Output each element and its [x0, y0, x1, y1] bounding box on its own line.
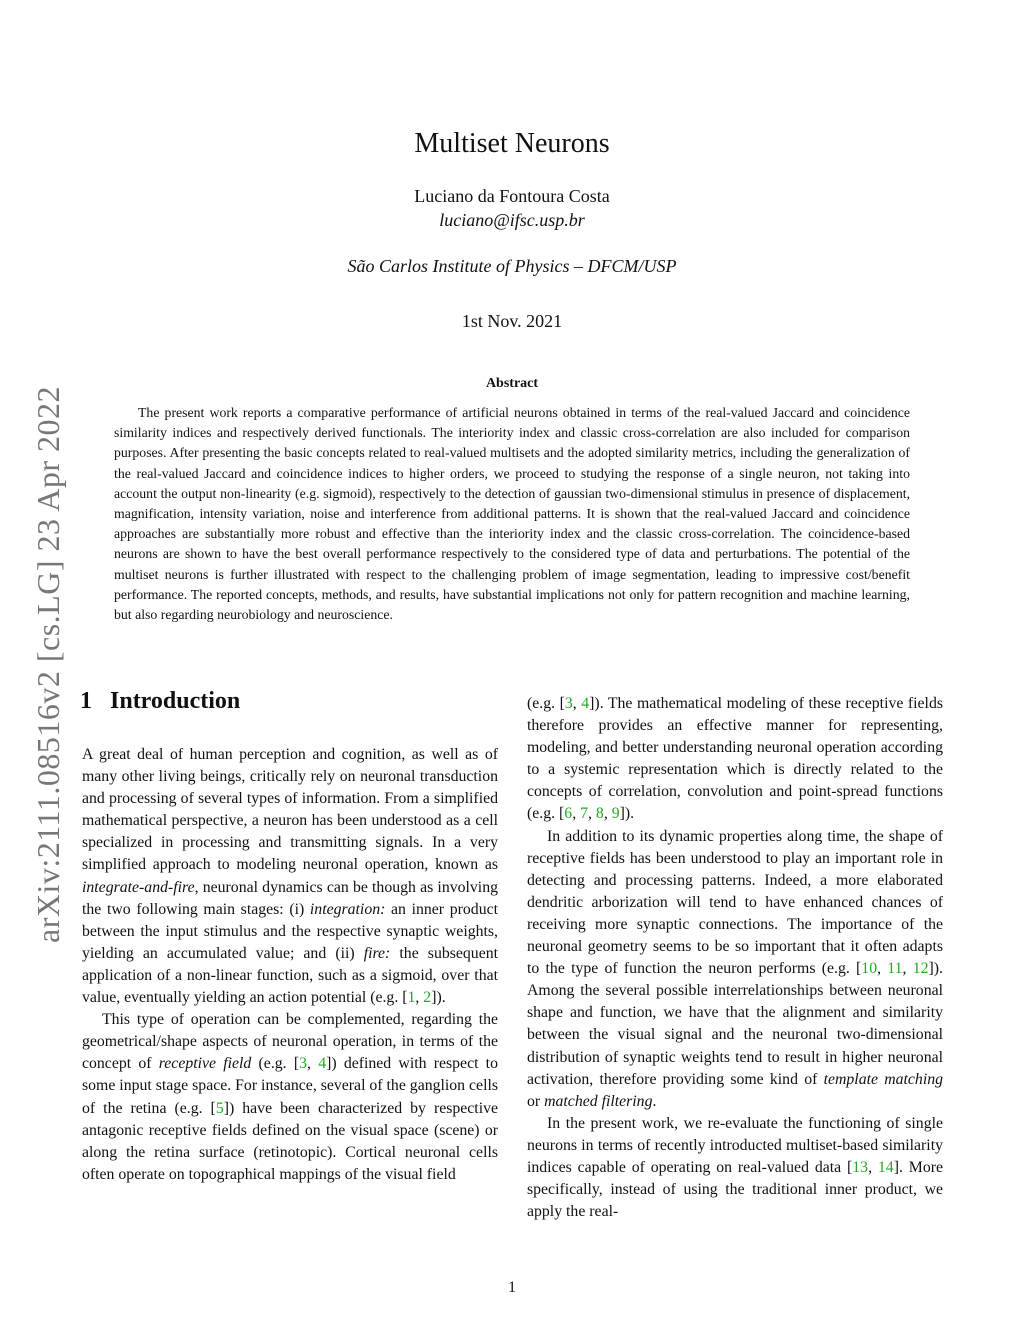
paper-date: 1st Nov. 2021 — [461, 311, 563, 331]
author-name: Luciano da Fontoura Costa — [414, 186, 610, 206]
citation-link[interactable]: 4 — [581, 695, 590, 712]
section-title: Introduction — [110, 688, 241, 714]
section-number: 1 — [80, 688, 92, 714]
paragraph: In the present work, we re-evaluate the functioning of single neurons in terms of recently introducted multiset-based similarity indices capable of operating on real-valued data [13, 14]. More specifically, instead of using the traditional inner product, we apply the real- — [527, 1114, 943, 1221]
citation-link[interactable]: 4 — [318, 1055, 327, 1073]
citation-link[interactable]: 11 — [887, 960, 903, 978]
citation-link[interactable]: 1 — [407, 989, 416, 1007]
citation-link[interactable]: 6 — [564, 805, 573, 823]
arxiv-identifier: arXiv:2111.08516v2 [cs.LG] 23 Apr 2022 — [30, 386, 66, 943]
citation-link[interactable]: 5 — [215, 1099, 224, 1117]
left-column — [82, 744, 498, 1186]
citation-link[interactable]: 14 — [877, 1158, 894, 1176]
citation-link[interactable]: 12 — [912, 960, 929, 978]
author-email: luciano@ifsc.usp.br — [439, 210, 585, 230]
paper-title: Multiset Neurons — [414, 128, 610, 159]
citation-link[interactable]: 10 — [861, 960, 878, 978]
paragraph: In addition to its dynamic properties along time, the shape of receptive fields has been understood to play an important role in detecting and processing patterns. Indeed, a more elaborated dendritic arborization will tend to have enhanced chances of receiving more synaptic connections. The importance of the neuronal geometry seems to be so important that it often adapts to the type of function the neuron performs (e.g. [10, 11, 12]). Among the several possible interrelationships between neuronal shape and function, we have that the alignment and similarity between the visual signal and the neuronal two-dimensional distribution of synaptic weights tend to result in higher neuronal activation, therefore providing some kind of template matching or matched filtering. — [527, 827, 944, 1110]
citation-link[interactable]: 13 — [852, 1158, 869, 1176]
citation-link[interactable]: 7 — [580, 805, 588, 823]
abstract-text: The present work reports a comparative performance of artificial neurons obtained in terms of the real-valued Jaccard and coincidence similarity indices and respectively derived functionals. The interiority index and classic cross-correlation are also included for comparison purposes. After presenting the basic concepts related to real-valued multisets and the adopted similarity metrics, including the generalization of the real-valued Jaccard and coincidence indices to higher orders, we proceed to studying the response of a single neuron, not taking into account the output non-linearity (e.g. sigmoid), respectively to the detection of gaussian two-dimensional stimulus in presence of displacement, magnification, intensity variation, noise and interference from additional patterns. It is shown that the real-valued Jaccard and coincidence approaches are substantially more robust and effective than the interiority index and the classic cross-correlation. The coincidence-based neurons are shown to have the best overall performance respectively to the considered type of data and perturbations. The potential of the multiset neurons is further illustrated with respect to the challenging problem of image segmentation, leading to impressive cost/benefit performance. The reported concepts, methods, and results, have substantial implications not only for pattern recognition and machine learning, but also regarding neurobiology and neuroscience. — [114, 405, 910, 623]
citation-link[interactable]: 3 — [299, 1055, 308, 1073]
citation-link[interactable]: 9 — [611, 805, 620, 823]
citation-link[interactable]: 3 — [564, 695, 573, 712]
abstract-heading: Abstract — [485, 376, 539, 391]
paragraph: (e.g. [3, 4]). The mathematical modeling of these receptive fields therefore provides an effective manner for representing, modeling, and better understanding neuronal operation according to a systemic representation which is directly related to the concepts of correlation, convolution and point-spread functions (e.g. [6, 7, 8, 9]). — [527, 695, 943, 823]
citation-link[interactable]: 8 — [595, 805, 604, 823]
page-number: 1 — [508, 1279, 516, 1296]
section-heading — [80, 688, 240, 715]
author-affiliation: São Carlos Institute of Physics – DFCM/USP — [347, 256, 677, 276]
paragraph: This type of operation can be complemented, regarding the geometrical/shape aspects of neuronal operation, in terms of the concept of receptive field (e.g. [3, 4]) defined with respect to some input stage space. For instance, several of the ganglion cells of the retina (e.g. [5]) have been characterized by respective antagonic receptive fields defined on the visual space (scene) or along the retina surface (retinotopic). Cortical neuronal cells often operate on topographical mappings of the visual field — [82, 1011, 498, 1183]
paragraph: A great deal of human perception and cognition, as well as of many other living beings, critically rely on neuronal transduction and processing of several types of information. From a simplified mathematical perspective, a neuron has been understood as a cell specialized in processing and transmitting signals. In a very simplified approach to modeling neuronal operation, known as integrate-and-fire, neuronal dynamics can be though as involving the two following main stages: (i) integration: an inner product between the input stimulus and the respective synaptic weights, yielding an accumulated value; and (ii) fire: the subsequent application of a non-linear function, such as a sigmoid, over that value, eventually yielding an action potential (e.g. [1, 2]). — [82, 746, 498, 1007]
right-column — [527, 693, 943, 1223]
citation-link[interactable]: 2 — [423, 989, 432, 1007]
